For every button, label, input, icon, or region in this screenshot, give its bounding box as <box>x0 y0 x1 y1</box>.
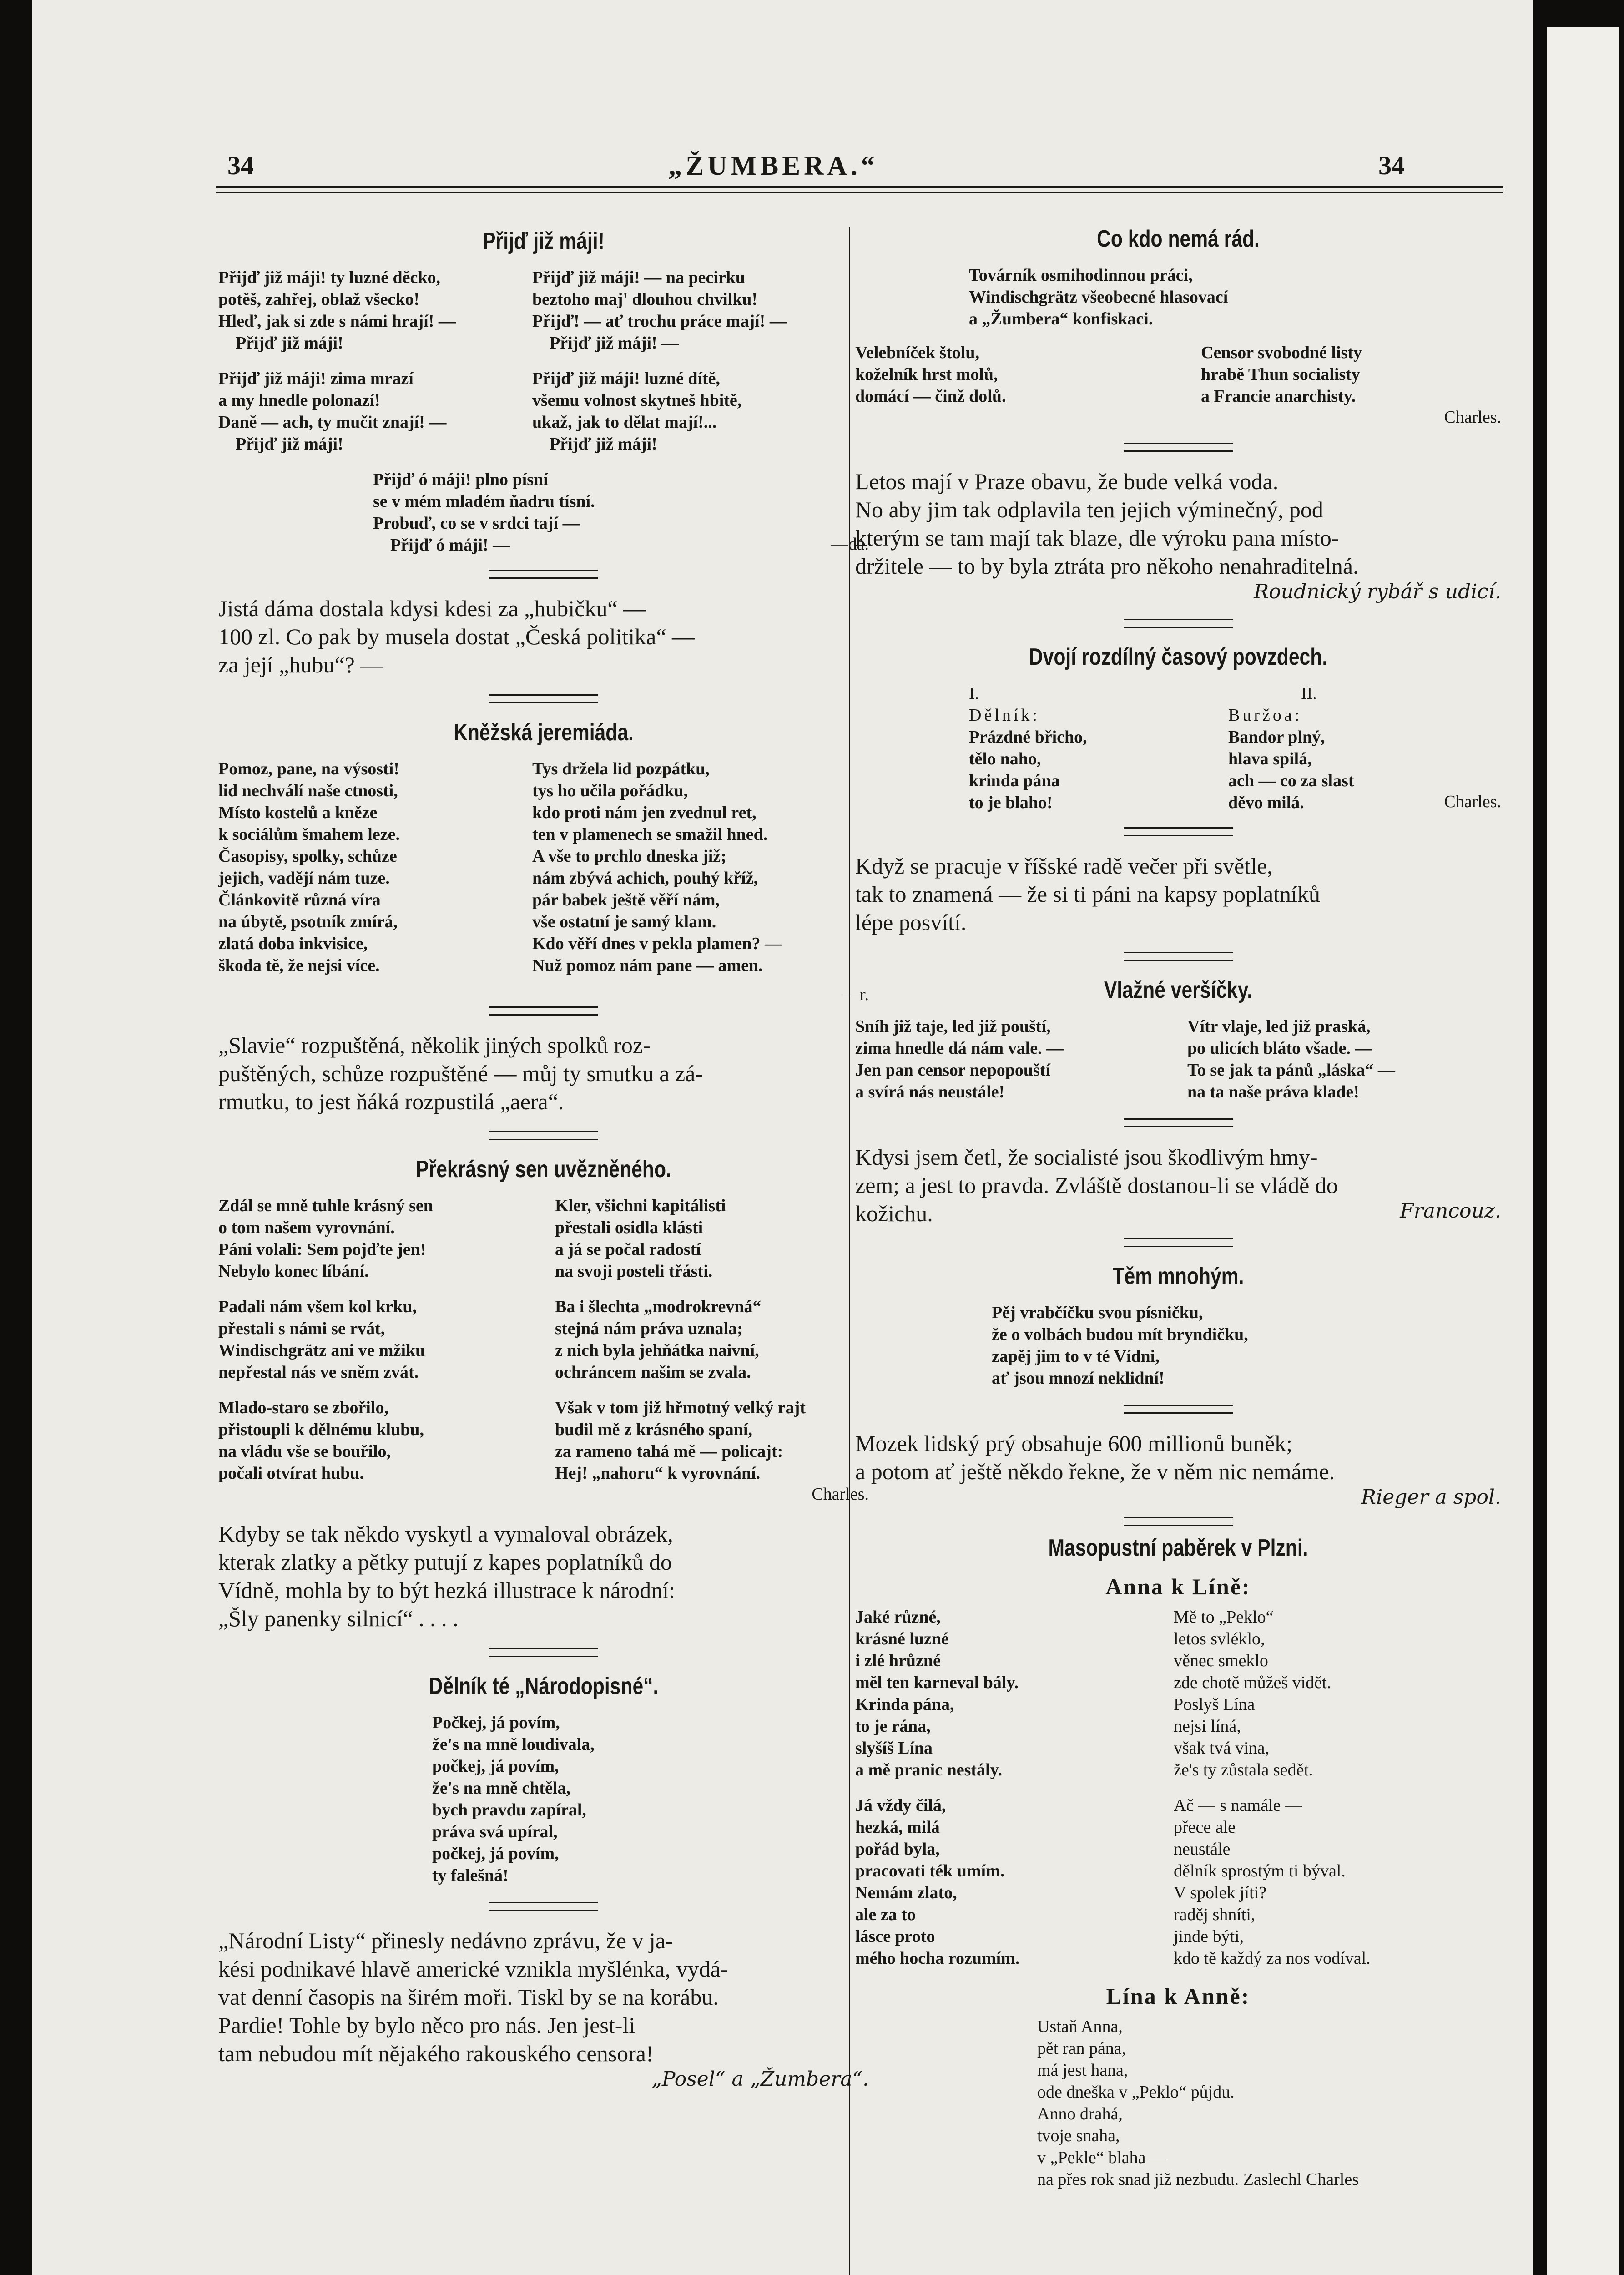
article-text-mozek: Mozek lidský prý obsahuje 600 millionů buněk; a potom ať ještě někdo řekne, že v něm nic nemáme. <box>855 1431 1335 1484</box>
poem-lina-k-anne: Ustaň Anna, pět ran pána, má jest hana, ode dneška v „Peklo“ půjdu. Anno drahá, tvoje snaha, v „Pekle“ blaha — na přes rok snad již nezbudu. Zaslechl Charles <box>1037 2017 1359 2189</box>
article-heading-delnik-narodopisne: Dělník té „Národopisné“. <box>429 1673 659 1699</box>
separator <box>1124 827 1233 836</box>
separator <box>1124 1118 1233 1127</box>
separator <box>1124 952 1233 961</box>
separator <box>489 570 598 579</box>
header-rule-top <box>216 186 1503 188</box>
poem-stanza-3: Přijď ó máji! plno písní se v mém mladém ňadru tísní. Probuď, co se v srdci tají — Přijď ó máji! — <box>373 470 595 555</box>
poem-row-1 <box>855 1606 1501 1781</box>
poem-lines: Jaké různé, krásné luzné i zlé hrůzné měl ten karneval bály. Krinda pána, to je rána, slyšíš Lína a mě pranic nestály. <box>855 1608 1019 1780</box>
article-heading-prekrasny-sen: Překrásný sen uvězněného. <box>416 1156 671 1183</box>
speaker-burzoa: Buržoa: <box>1228 706 1302 725</box>
signature: —da. <box>831 535 869 554</box>
poem-lines: Censor svobodné listy hrabě Thun socialisty a Francie anarchisty. <box>1201 343 1362 406</box>
poem-row-2 <box>218 1296 869 1383</box>
article-text-voda: Letos mají v Praze obavu, že bude velká voda. No aby jim tak odplavila ten jejich výminečný, pod kterým se tam mají tak blaze, dle výroku pana místo- držitele — to by byla ztráta pro někoho nenahraditelná. <box>855 469 1359 579</box>
poem-two-columns <box>855 1016 1501 1103</box>
poem-lines: Prázdné břicho, tělo naho, krinda pána to je blaho! <box>969 728 1087 812</box>
article-heading-prijd-jiz-maji: Přijď již máji! <box>483 228 605 254</box>
poem-lines: Přijď již máji! — na pecirku beztoho maj' dlouhou chvilku! Přijď! — ať trochu práce mají! — Přijď již máji! — <box>532 268 787 353</box>
adjacent-page-edge <box>1547 27 1619 2275</box>
article-heading-tem-mnohym: Těm mnohým. <box>1112 1263 1244 1289</box>
separator <box>1124 1405 1233 1414</box>
article-text-slavie: „Slavie“ rozpuštěná, několik jiných spolků roz- puštěných, schůze rozpuštěné — můj ty smutku a zá- rmutku, to jest ňáká rozpustilá „aera“. <box>218 1032 703 1114</box>
masthead-title: „ŽUMBERA.“ <box>668 151 878 181</box>
poem-part-1 <box>969 682 1224 814</box>
subheading-anna-k-line: Anna k Líně: <box>1105 1574 1251 1599</box>
article-text-hubicka: Jistá dáma dostala kdysi kdesi za „hubičku“ — 100 zl. Co pak by musela dostat „Česká politika“ — za její „hubu“? — <box>218 596 695 677</box>
poem-lines: Přijď již máji! ty luzné děcko, potěš, zahřej, oblaž všecko! Hleď, jak si zde s námi hrají! — Přijď již máji! <box>218 268 456 353</box>
article-text-risska-rada: Když se pracuje v říšské radě večer při světle, tak to znamená — že si ti páni na kapsy poplatníků lépe posvítí. <box>855 853 1320 935</box>
article-heading-co-kdo-nema-rad: Co kdo nemá rád. <box>1097 226 1260 252</box>
poem-lines: Tys držela lid pozpátku, tys ho učila pořádku, kdo proti nám jen zvednul ret, ten v plamenech se smažil hned. A vše to prchlo dneska již; nám zbývá achich, pouhý kříž, pár babek ještě věří nám, vše ostatní je samý klam. Kdo věří dnes v pekla plamen? — Nuž pomoz nám pane — amen. <box>532 759 782 975</box>
poem-lines: Ač — s namále — přece ale neustále dělník sprostým ti býval. V spolek jíti? raděj shníti, jinde býti, kdo tě každý za nos vodíval. <box>1174 1796 1371 1968</box>
poem-lines: Ba i šlechta „modrokrevná“ stejná nám práva uznala; z nich byla jehňátka naivní, ochráncem našim se zvala. <box>555 1297 762 1382</box>
separator <box>1124 619 1233 628</box>
signature: Roudnický rybář s udicí. <box>1254 580 1501 603</box>
poem-row-2 <box>855 1795 1501 1969</box>
separator <box>1124 1238 1233 1247</box>
poem-delnik: Počkej, já povím, že's na mně loudivala, počkej, já povím, že's na mně chtěla, bych pravdu zapíral, práva svá upíral, počkej, já povím, ty falešná! <box>432 1713 595 1885</box>
poem-lines: Vítr vlaje, led již praská, po ulicích bláto všade. — To se jak ta pánů „láska“ — na ta naše práva klade! <box>1187 1017 1395 1102</box>
separator <box>489 1648 598 1657</box>
poem-lines: Bandor plný, hlava spilá, ach — co za slast děvo milá. <box>1228 728 1354 812</box>
poem-stanza-1 <box>218 267 869 354</box>
article-text-socialiste: Kdysi jsem četl, že socialisté jsou škodlivým hmy- zem; a jest to pravda. Zvláště dostanou-li se vládě do kožichu. <box>855 1144 1338 1226</box>
page-number-left: 34 <box>227 151 254 180</box>
separator <box>489 1902 598 1911</box>
separator <box>489 694 598 703</box>
signature: Francouz. <box>1400 1199 1501 1223</box>
article-heading-masopustni-paberek: Masopustní paběrek v Plzni. <box>1048 1535 1308 1561</box>
roman-numeral-1: I. <box>969 684 979 703</box>
separator <box>489 1006 598 1016</box>
poem-stanza-2 <box>218 368 869 455</box>
poem-lines: Velebníček štolu, koželník hrst molů, domácí — činž dolů. <box>855 343 1006 406</box>
poem-two-columns <box>855 342 1501 407</box>
roman-numeral-2: II. <box>1301 684 1317 703</box>
article-heading-dvoji-povzdech: Dvojí rozdílný časový povzdech. <box>1029 644 1328 670</box>
poem-lines: Přijď již máji! luzné dítě, všemu volnost skytneš hbitě, ukaž, jak to dělat mají!... Přijď již máji! <box>532 369 742 454</box>
poem-row-1 <box>218 1195 869 1282</box>
signature: Rieger a spol. <box>1361 1486 1501 1509</box>
separator <box>1124 1517 1233 1526</box>
article-heading-knezska-jeremiada: Kněžská jeremiáda. <box>454 719 634 746</box>
poem-row-3 <box>218 1397 869 1484</box>
poem-lines: Však v tom již hřmotný velký rajt budil mě z krásného spaní, za rameno tahá mě — policajt: Hej! „nahoru“ k vyrovnání. <box>555 1398 806 1483</box>
poem-lines: Zdál se mně tuhle krásný sen o tom našem vyrovnání. Páni volali: Sem pojďte jen! Nebylo konec líbání. <box>218 1196 433 1281</box>
speaker-delnik: Dělník: <box>969 706 1040 725</box>
signature: Charles. <box>1444 408 1501 427</box>
poem-lines: Já vždy čilá, hezká, milá pořád byla, pracovati ték umím. Nemám zlato, ale za to lásce proto mého hocha rozumím. <box>855 1796 1020 1968</box>
poem-lines: Kler, všichni kapitálisti přestali osidla klásti a já se počal radostí na svoji posteli třásti. <box>555 1196 726 1281</box>
separator <box>1124 443 1233 452</box>
poem-lines: Mě to „Peklo“ letos svléklo, věnec smeklo zde chotě můžeš vidět. Poslyš Lína nejsi líná, však tvá vina, že's ty zůstala sedět. <box>1174 1608 1331 1780</box>
separator <box>489 1131 598 1140</box>
signature: Charles. <box>812 1485 869 1504</box>
poem-lines: Padali nám všem kol krku, přestali s námi se rvát, Windischgrätz ani ve mžiku nepřestal nás ve sněm zvát. <box>218 1297 425 1382</box>
page-number-right: 34 <box>1378 151 1405 180</box>
header-rule-bottom <box>216 192 1503 193</box>
left-column <box>218 228 869 2091</box>
subheading-lina-k-anne: Lína k Anně: <box>1106 1983 1251 2009</box>
signature: —r. <box>842 985 869 1004</box>
signature: Charles. <box>1444 792 1501 811</box>
article-text-narodni-listy: „Národní Listy“ přinesly nedávno zprávu, že v ja- kési podnikavé hlavě americké vznikla myšlénka, vydá- vat denní časopis na širém moři. Tiskl by se na korábu. Pardie! Tohle by bylo něco pro nás. Jen jest-li tam nebudou mít nějakého rakouského censora! <box>218 1928 728 2066</box>
signature: „Posel“ a „Žumbera“. <box>651 2068 869 2091</box>
poem-lines: Přijď již máji! zima mrazí a my hnedle polonazí! Daně — ach, ty mučit znají! — Přijď již máji! <box>218 369 447 454</box>
poem-tem-mnohym: Pěj vrabčíčku svou písničku, že o volbách budou mít bryndičku, zapěj jim to v té Vídni, ať jsou mnozí neklidní! <box>992 1303 1248 1388</box>
poem-lines: Mlado-staro se zbořilo, přistoupli k dělnému klubu, na vládu vše se bouřilo, počali otvírat hubu. <box>218 1398 424 1483</box>
article-heading-vlazne-versicky: Vlažné veršíčky. <box>1104 977 1253 1003</box>
poem-intro: Továrník osmihodinnou práci, Windischgrätz všeobecné hlasovací a „Žumbera“ konfiskaci. <box>969 266 1228 329</box>
poem-lines: Pomoz, pane, na výsosti! lid nechválí naše ctnosti, Místo kostelů a kněze k sociálům šmahem leze. Časopisy, spolky, schůze jejich, vadějí nám tuze. Článkovitě různá víra na úbytě, psotník zmírá, zlatá doba inkvisice, škoda tě, že nejsi více. <box>218 759 400 975</box>
newspaper-page <box>32 0 1533 2275</box>
poem-lines: Sníh již taje, led již pouští, zima hnedle dá nám vale. — Jen pan censor nepopouští a svírá nás neustále! <box>855 1017 1064 1102</box>
poem-two-columns <box>218 758 869 976</box>
article-text-zlatky: Kdyby se tak někdo vyskytl a vymaloval obrázek, kterak zlatky a pětky putují z kapes poplatníků do Vídně, mohla by to být hezká illustrace k národní: „Šly panenky silnicí“ . . . . <box>218 1521 675 1631</box>
right-column <box>855 225 1501 2190</box>
